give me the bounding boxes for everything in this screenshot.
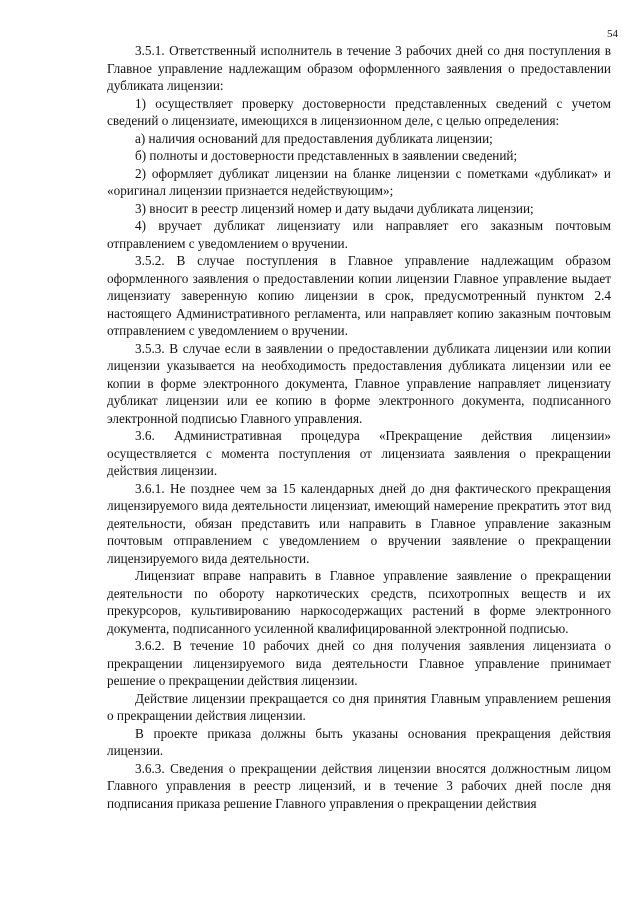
paragraph-item-1: 1) осуществляет проверку достоверности представленных сведений с учетом сведений о лицензиате, имеющихся в лицензионном деле, с целью определения: (107, 95, 611, 128)
paragraph-item-2: 2) оформляет дубликат лицензии на бланке лицензии с пометками «дубликат» и «оригинал лицензии признается недействующим»; (107, 165, 611, 198)
paragraph-item-4: 4) вручает дубликат лицензиату или направляет его заказным почтовым отправлением с уведомлением о вручении. (107, 218, 611, 251)
paragraph-order-draft: В проекте приказа должны быть указаны основания прекращения действия лицензии. (107, 725, 611, 758)
document-body (107, 42, 611, 812)
paragraph-item-3: 3) вносит в реестр лицензий номер и дату выдачи дубликата лицензии; (135, 200, 534, 216)
paragraph-3-6: 3.6. Административная процедура «Прекращение действия лицензии» осуществляется с момента поступления от лицензиата заявления о прекращении действия лицензии. (107, 428, 611, 478)
paragraph-licensee-right: Лицензиат вправе направить в Главное управление заявление о прекращении деятельности по обороту наркотических средств, психотропных веществ и их прекурсоров, культивированию наркосодержащих растений в форме электронного документа, подписанного усиленной квалифицированной электронной подписью. (107, 568, 611, 636)
paragraph-3-5-1: 3.5.1. Ответственный исполнитель в течение 3 рабочих дней со дня поступления в Главное управление надлежащим образом оформленного заявления о предоставлении дубликата лицензии: (107, 43, 611, 93)
paragraph-3-5-3: 3.5.3. В случае если в заявлении о предоставлении дубликата лицензии или копии лицензии указывается на необходимость предоставления дубликата лицензии или ее копии в форме электронного документа, Главное управление направляет лицензиату дубликат лицензии или ее копию в форме электронного документа, подписанного электронной подписью Главного управления. (107, 340, 611, 426)
paragraph-item-b: б) полноты и достоверности представленных в заявлении сведений; (135, 148, 518, 163)
paragraph-3-6-1: 3.6.1. Не позднее чем за 15 календарных дней до дня фактического прекращения лицензируемого вида деятельности лицензиат, имеющий намерение прекратить этот вид деятельности, обязан представить или направить в Главное управление заказным почтовым отправлением с уведомлением о вручении заявление о прекращении лицензируемого вида деятельности. (107, 480, 611, 566)
paragraph-3-5-2: 3.5.2. В случае поступления в Главное управление надлежащим образом оформленного заявления о предоставлении копии лицензии Главное управление выдает лицензиату заверенную копию лицензии в срок, предусмотренный пунктом 2.4 настоящего Административного регламента, или направляет копию заказным почтовым отправлением с уведомлением о вручении. (107, 253, 611, 338)
paragraph-3-6-2: 3.6.2. В течение 10 рабочих дней со дня получения заявления лицензиата о прекращении лицензируемого вида деятельности Главное управление принимает решение о прекращении действия лицензии. (107, 638, 611, 688)
paragraph-3-6-3: 3.6.3. Сведения о прекращении действия лицензии вносятся должностным лицом Главного управления в реестр лицензий, и в течение 3 рабочих дней после дня подписания приказа решение Главного управления о прекращении действия (107, 760, 611, 811)
page-number: 54 (607, 28, 618, 40)
paragraph-license-termination: Действие лицензии прекращается со дня принятия Главным управлением решения о прекращении действия лицензии. (107, 690, 611, 723)
paragraph-item-a: а) наличия оснований для предоставления дубликата лицензии; (135, 130, 493, 146)
